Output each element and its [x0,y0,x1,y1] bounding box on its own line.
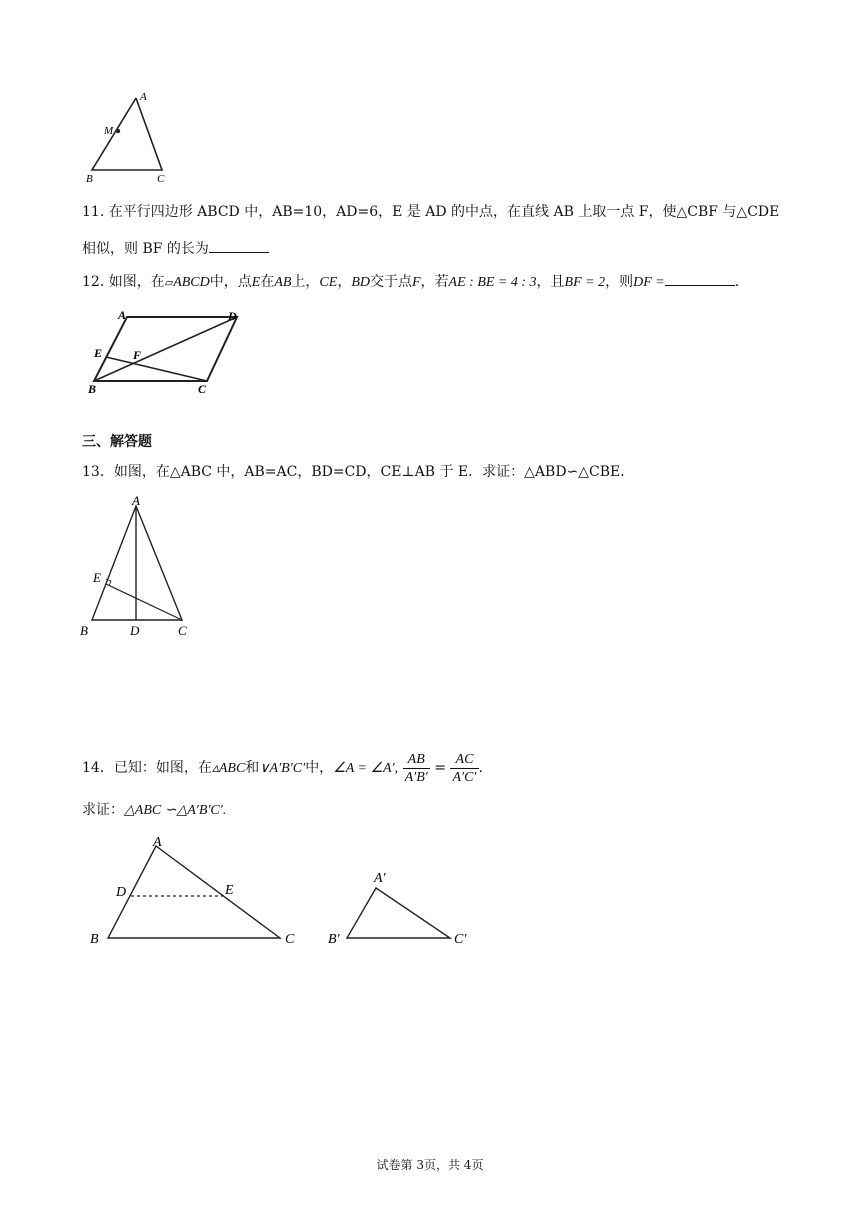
question-14-prove [82,800,226,821]
label-A: A [118,308,127,322]
q14-tri1: ▵ABC [211,761,246,776]
q12-t6: ，若 [420,274,449,290]
label-A: A [140,91,147,103]
question-13: 13．如图，在△ABC 中，AB=AC，BD=CD，CE⊥AB 于 E．求证：△ABD∽△CBE． [82,464,635,480]
q14-tri2: ∨A′B′C′ [259,761,306,776]
label-A: A [153,835,162,850]
q12-ce: CE [319,275,338,290]
label-D: D [228,309,237,323]
parallelogram-symbol: ▱ [164,276,174,289]
answer-blank-12[interactable] [665,271,735,286]
frac2-denominator: A′C′ [452,769,477,785]
label-C: C [157,173,165,185]
answer-blank-11[interactable] [209,238,269,253]
label-C: C [285,932,295,947]
q12-e: E [251,275,261,290]
label-M: M [104,125,114,137]
fraction-ab [403,751,430,786]
figure-isosceles-triangle [74,492,204,642]
prove-label: 求证： [82,802,124,818]
label-B: B [88,382,97,396]
q12-ab: AB [274,275,292,290]
prove-statement: △ABC ∽△A′B′C′. [124,803,227,818]
label-E: E [225,883,234,898]
label-C: C [178,623,187,638]
label-D: D [130,623,140,638]
label-F: F [133,348,142,362]
figure-similar-triangles [82,832,482,952]
q12-t7: ，且 [536,274,565,290]
q12-df: DF = [633,275,665,290]
q12-ratio: AE : BE = 4 : 3 [448,275,537,290]
label-A: A [132,493,140,508]
label-E: E [93,570,101,585]
label-C-prime: C′ [454,932,467,947]
section-heading: 三、解答题 [82,434,152,450]
q12-abcd: ABCD [173,275,210,290]
q14-end: . [478,760,483,776]
q12-t1: 中，点 [209,274,252,290]
label-E: E [94,346,103,360]
figure-parallelogram [82,305,252,397]
label-D: D [116,885,127,900]
q12-t2: 在 [260,274,275,290]
q14-prefix: 14．已知：如图，在 [82,760,212,776]
q14-angle: ∠A = ∠A′, [333,761,399,776]
label-A-prime: A′ [374,871,386,886]
fraction-ac [450,751,478,786]
frac2-numerator: AC [450,751,478,769]
label-B: B [90,932,99,947]
frac1-numerator: AB [403,751,430,769]
label-C: C [198,382,207,396]
question-11-line1: 11. 在平行四边形 ABCD 中，AB=10，AD=6，E 是 AD 的中点，在直线 AB 上取一点 F，使△CBF 与△CDE [82,204,780,220]
q12-bf: BF = 2 [564,275,606,290]
question-12 [82,271,739,293]
q12-prefix: 12. 如图，在 [82,274,165,290]
question-11-line2-text: 相似，则 BF 的长为 [82,241,209,257]
q12-t3: 上， [291,274,320,290]
q12-t5: 交于点 [369,274,412,290]
label-B-prime: B′ [328,932,340,947]
figure-triangle-abm [82,88,182,188]
q14-eq: = [434,760,447,776]
page-footer: 试卷第 3页，共 4页 [376,1158,484,1172]
q12-t4: ， [337,274,352,290]
q12-bd: BD [351,275,370,290]
label-B: B [80,623,88,638]
frac1-denominator: A′B′ [404,769,428,785]
q12-end: . [734,274,740,290]
label-B: B [86,173,93,185]
q14-t1: 和 [245,760,260,776]
q14-t2: 中， [305,760,334,776]
question-14 [82,748,483,788]
q12-f: F [411,275,421,290]
question-11-line2 [82,238,269,259]
q12-t8: ，则 [605,274,634,290]
